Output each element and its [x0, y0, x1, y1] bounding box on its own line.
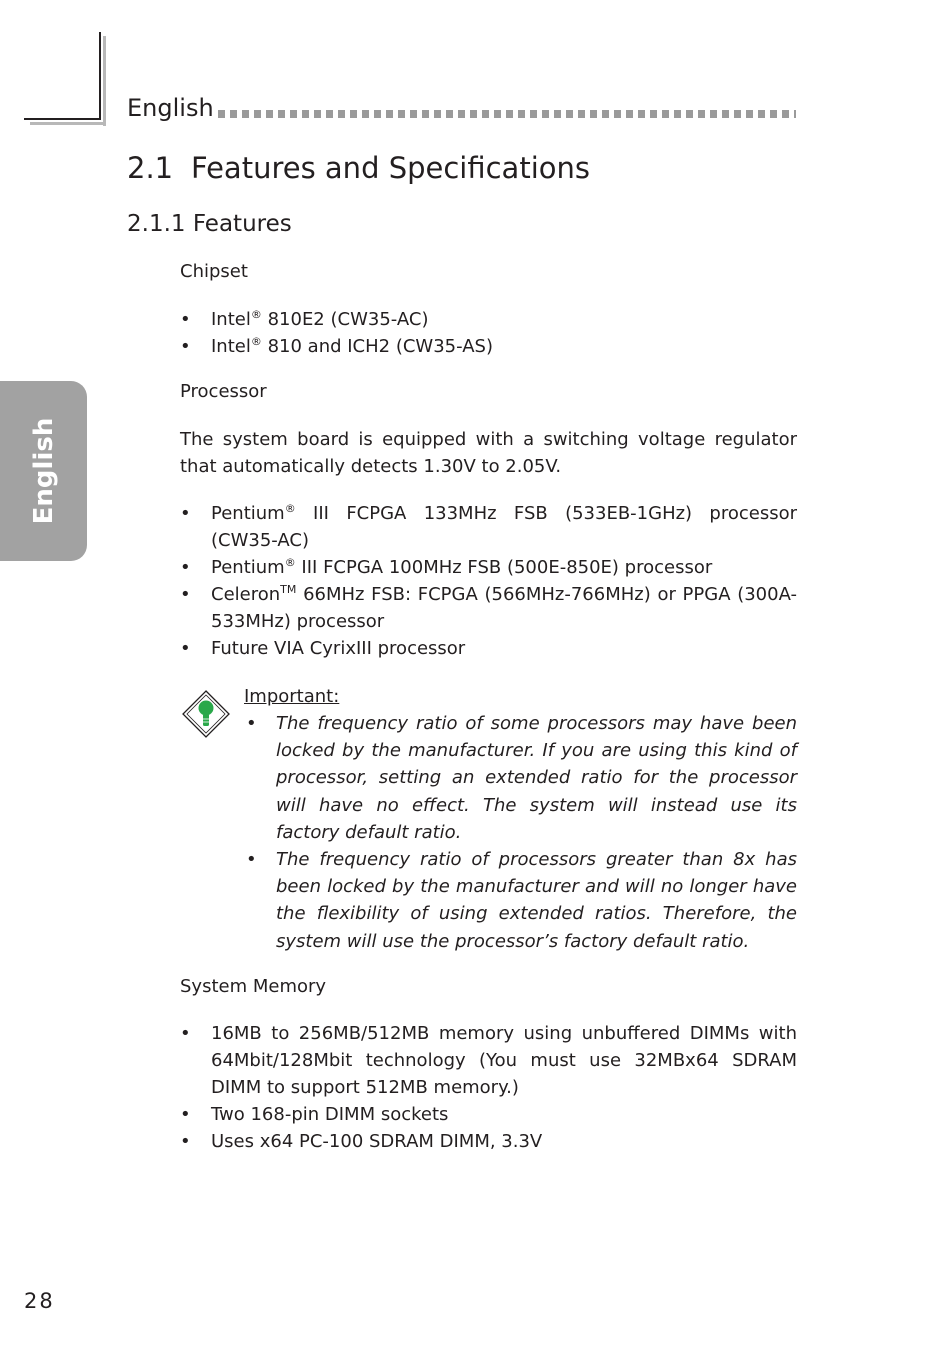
bullet: • — [180, 1131, 191, 1152]
list-item: • Intel® 810E2 (CW35-AC) — [180, 306, 797, 333]
memory-list — [180, 1020, 797, 1155]
corner-mark-vertical — [99, 32, 101, 120]
corner-mark-shadow-vertical — [103, 36, 106, 126]
list-item: • 16MB to 256MB/512MB memory using unbuffered DIMMs with 64Mbit/128Mbit technology (You must use 32MBx64 SDRAM DIMM to support 512MB memory.) — [180, 1020, 797, 1101]
processor-list — [180, 500, 797, 662]
page-number: 28 — [24, 1289, 55, 1313]
corner-mark-horizontal — [24, 118, 101, 120]
list-item: • Celeron™ 66MHz FSB: FCPGA (566MHz-766MHz) or PPGA (300A-533MHz) processor — [180, 583, 797, 632]
corner-mark-shadow-horizontal — [30, 122, 106, 125]
section-number: 2.1 — [127, 151, 174, 185]
list-item: • Future VIA CyrixIII processor — [180, 635, 797, 662]
processor-intro: The system board is equipped with a switching voltage regulator that automatically detects 1.30V to 2.05V. — [180, 429, 797, 477]
bullet: • — [180, 309, 191, 330]
important-list — [244, 710, 797, 955]
processor-heading: Processor — [180, 381, 267, 402]
header-language: English — [127, 94, 214, 122]
bullet: • — [180, 1023, 191, 1044]
subsection-heading: 2.1.1 Features — [127, 211, 292, 237]
list-item: • Pentium® III FCPGA 100MHz FSB (500E-850E) processor — [180, 554, 797, 581]
list-item: • Intel® 810 and ICH2 (CW35-AS) — [180, 333, 797, 360]
bullet: • — [180, 638, 191, 659]
bullet: • — [180, 584, 191, 605]
bullet: • — [180, 1104, 191, 1125]
bullet: • — [180, 336, 191, 357]
memory-heading: System Memory — [180, 976, 327, 997]
header-dotted-rule — [218, 110, 796, 118]
list-item: • Uses x64 PC-100 SDRAM DIMM, 3.3V — [180, 1128, 797, 1155]
section-title: Features and Specifications — [191, 151, 590, 185]
chipset-list — [180, 306, 797, 360]
side-tab-label: English — [29, 417, 59, 525]
list-item: • Pentium® III FCPGA 133MHz FSB (533EB-1GHz) processor (CW35-AC) — [180, 502, 797, 551]
chipset-heading: Chipset — [180, 261, 248, 282]
bullet: • — [246, 713, 257, 734]
list-item: • Two 168-pin DIMM sockets — [180, 1101, 797, 1128]
bullet: • — [246, 849, 257, 871]
bullet: • — [180, 557, 191, 578]
list-item: • The frequency ratio of processors greater than 8x has been locked by the manufacturer and will no longer have the flexibility of using extended ratios. Therefore, the system will use the processor’s factory default ratio. — [244, 846, 797, 955]
list-item: • The frequency ratio of some processors may have been locked by the manufacturer. If you are using this kind of processor, setting an extended ratio for the processor will have no effect. The system will instead use its factory default ratio. — [244, 710, 797, 846]
important-title: Important: — [244, 686, 340, 707]
bullet: • — [180, 503, 191, 524]
lightbulb-diamond-icon — [182, 690, 230, 738]
section-heading — [127, 148, 590, 188]
